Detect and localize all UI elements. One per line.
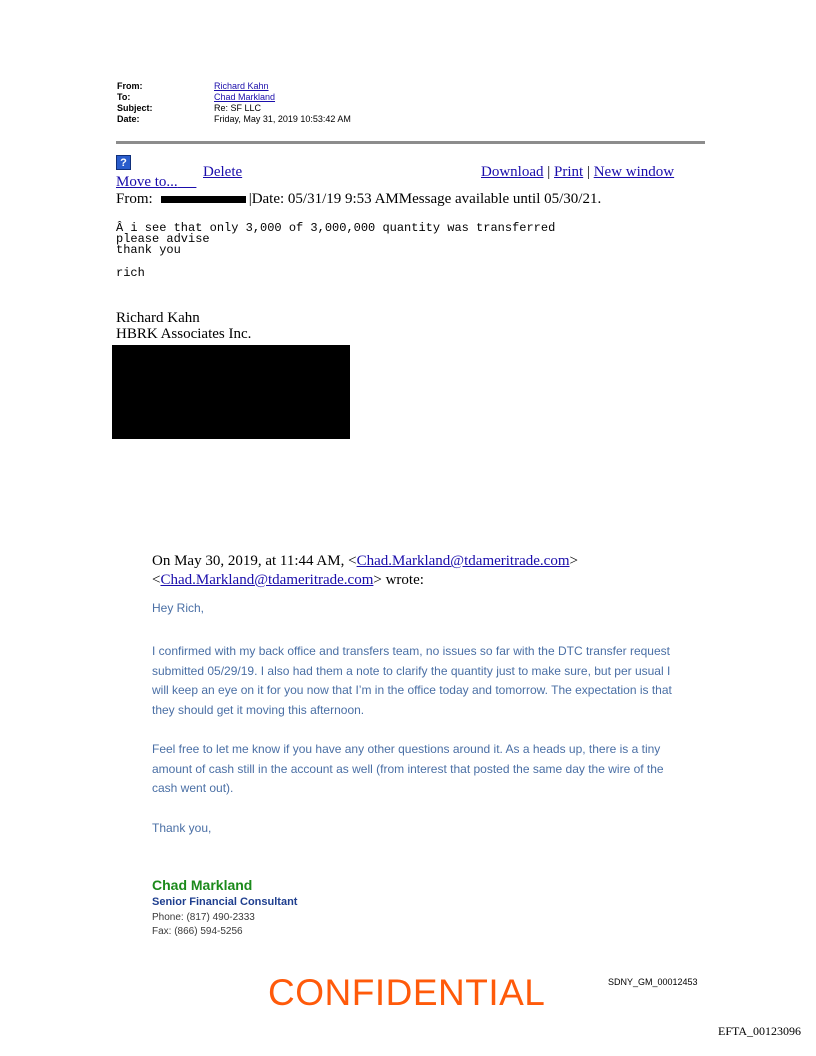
efta-number: EFTA_00123096 xyxy=(718,1024,802,1038)
body-line-2: please advise xyxy=(116,232,210,246)
advisor-name: Chad Markland xyxy=(152,877,253,893)
download-link[interactable]: Download xyxy=(481,164,544,180)
quoted-intro-prefix: On May 30, 2019, at 11:44 AM, < xyxy=(152,553,357,569)
toolbar-separator: | xyxy=(586,164,590,180)
document-id: SDNY_GM_00012453 xyxy=(608,977,698,987)
date-label: Date: xyxy=(117,114,140,124)
header-to-row xyxy=(117,92,351,103)
quoted-paragraph-1: I confirmed with my back office and transfers team, no issues so far with the DTC transfer request submitted 05/29/19. I also had them a note to clarify the quantity just to make sure, but per usual I will keep an eye on it for you now that I’m in the office today and tomorrow. The expectation is that they should get it moving this afternoon. xyxy=(152,644,672,717)
header-subject-row xyxy=(117,103,351,114)
date-value: Friday, May 31, 2019 10:53:42 AM xyxy=(214,114,351,124)
new-window-link[interactable]: New window xyxy=(593,164,675,180)
advisor-fax: Fax: (866) 594-5256 xyxy=(152,926,243,937)
advisor-title: Senior Financial Consultant xyxy=(152,896,298,908)
body-line-4: rich xyxy=(116,266,145,280)
subject-value: Re: SF LLC xyxy=(214,103,262,113)
move-to-link[interactable]: Move to... xyxy=(116,174,178,190)
to-label: To: xyxy=(117,92,131,102)
header-from-row xyxy=(117,81,351,92)
message-meta-line xyxy=(116,191,601,208)
meta-date-text: |Date: 05/31/19 9:53 AMMessage available until 05/30/21. xyxy=(248,191,602,207)
help-icon[interactable]: ? xyxy=(116,155,131,170)
meta-from-label: From: xyxy=(116,191,153,207)
signature-name: Richard Kahn xyxy=(116,310,200,326)
delete-control[interactable] xyxy=(203,164,242,181)
confidential-stamp: CONFIDENTIAL xyxy=(268,972,546,1013)
from-sender-link[interactable]: Richard Kahn xyxy=(214,81,269,91)
delete-link[interactable]: Delete xyxy=(203,164,243,180)
message-actions xyxy=(481,164,674,181)
quoted-intro: On May 30, 2019, at 11:44 AM, <Chad.Markland@tdameritrade.com> <Chad.Markland@tdameritrade.com> wrote: xyxy=(152,553,578,588)
body-line-1: Â i see that only 3,000 of 3,000,000 quantity was transferred xyxy=(116,221,556,235)
sender-signature xyxy=(116,310,251,342)
quoted-email-link[interactable]: Chad.Markland@tdameritrade.com xyxy=(356,553,570,569)
advisor-phone: Phone: (817) 490-2333 xyxy=(152,912,255,923)
email-header xyxy=(117,81,351,125)
print-link[interactable]: Print xyxy=(554,164,584,180)
quoted-email-link[interactable]: Chad.Markland@tdameritrade.com xyxy=(160,572,374,588)
body-line-3: thank you xyxy=(116,243,181,257)
quoted-paragraph-2: Feel free to let me know if you have any other questions around it. As a heads up, there is a tiny amount of cash still in the account as well (from interest that posted the same day the wire of the cash went out). xyxy=(152,742,664,795)
header-date-row xyxy=(117,114,351,125)
redacted-sender xyxy=(161,196,246,203)
signature-company: HBRK Associates Inc. xyxy=(116,326,252,342)
toolbar-separator: | xyxy=(547,164,551,180)
quoted-intro-suffix: > wrote: xyxy=(373,572,424,588)
from-label: From: xyxy=(117,81,143,91)
header-divider xyxy=(116,141,705,144)
quoted-intro-mid: > xyxy=(569,553,578,569)
subject-label: Subject: xyxy=(117,103,153,113)
redaction-block xyxy=(112,345,350,439)
quoted-greeting: Hey Rich, xyxy=(152,601,205,615)
move-to-control[interactable] xyxy=(116,174,196,191)
quoted-closing: Thank you, xyxy=(152,821,212,835)
to-recipient-link[interactable]: Chad Markland xyxy=(214,92,276,102)
